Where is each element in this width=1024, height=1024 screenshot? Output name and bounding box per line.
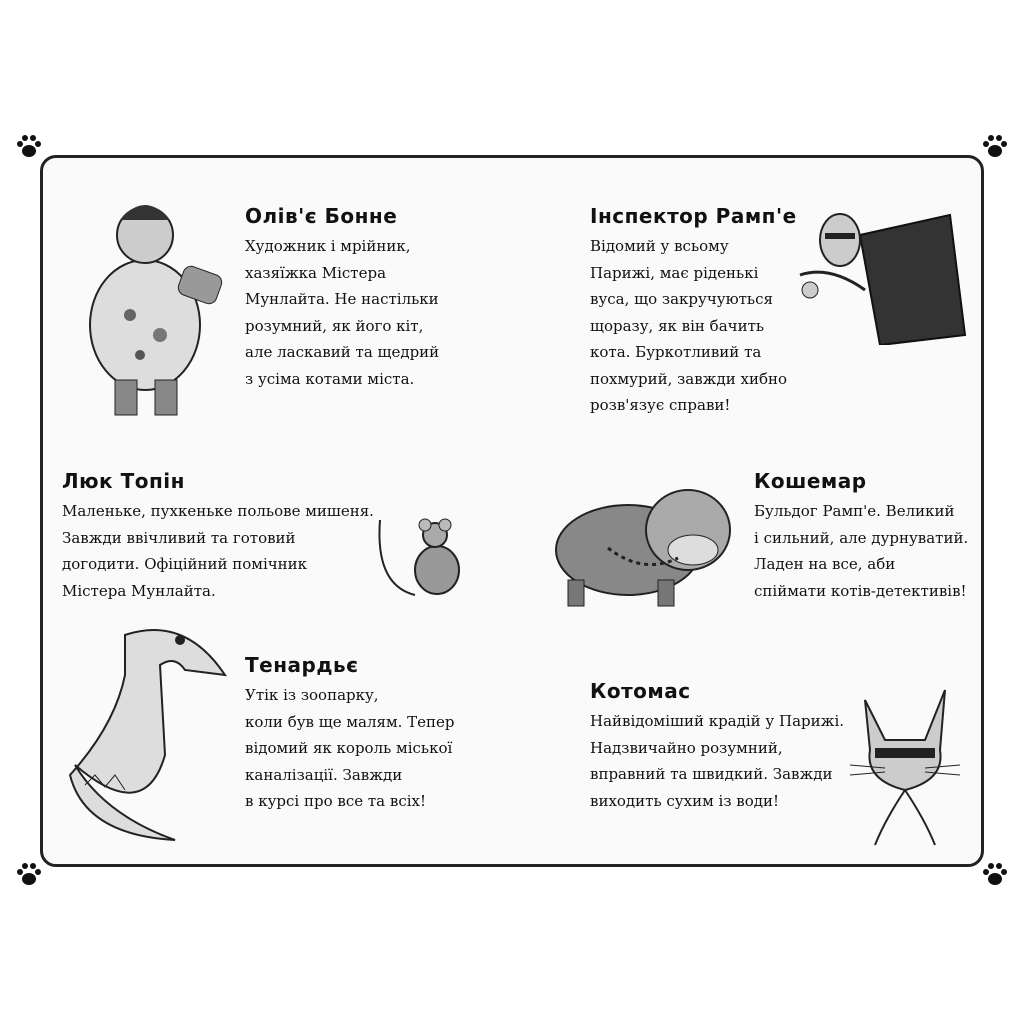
character-description-line: Парижі, має ріденькі xyxy=(590,263,759,282)
character-olivier xyxy=(245,203,439,392)
character-description-line: спіймати котів-детективів! xyxy=(754,581,967,600)
character-description-line: вуса, що закручуються xyxy=(590,290,773,308)
mouse-illustration xyxy=(375,515,485,600)
character-description-line: вправний та швидкий. Завжди xyxy=(590,765,833,783)
character-luc xyxy=(62,468,374,604)
character-kotomas xyxy=(590,678,844,814)
character-tenardie xyxy=(245,652,455,815)
character-description-line: в курсі про все та всіх! xyxy=(245,792,427,810)
character-description-line: Бульдог Рамп'е. Великий xyxy=(754,502,955,520)
character-description-line: щоразу, як він бачить xyxy=(590,316,765,335)
character-rampe xyxy=(590,203,797,419)
character-description-line: Відомий у всьому xyxy=(590,237,729,255)
crocodile-illustration xyxy=(65,615,230,845)
character-name: Інспектор Рамп'е xyxy=(590,204,797,228)
character-description-line: Мунлайта. Не настільки xyxy=(245,290,439,308)
character-description-line: розумний, як його кіт, xyxy=(245,316,424,335)
character-name: Олів'є Бонне xyxy=(245,204,398,228)
cat-illustration xyxy=(845,680,965,850)
character-description-line: хазяїжка Містера xyxy=(245,263,387,282)
character-description-line: Ладен на все, аби xyxy=(754,555,896,573)
paw-print-icon xyxy=(14,132,44,162)
character-description-line: Утік із зоопарку, xyxy=(245,686,379,704)
character-name: Кошемар xyxy=(754,469,867,493)
character-name: Котомас xyxy=(590,679,691,703)
character-koshemar xyxy=(754,468,968,604)
character-description-line: коли був ще малям. Тепер xyxy=(245,712,455,731)
paw-print-icon xyxy=(14,860,44,890)
paw-print-icon xyxy=(980,860,1010,890)
character-description-line: але ласкавий та щедрий xyxy=(245,343,440,361)
character-description-line: з усіма котами міста. xyxy=(245,369,415,388)
character-description-line: догодити. Офіційний помічник xyxy=(62,555,308,573)
character-description-line: Художник і мрійник, xyxy=(245,237,411,255)
character-description-line: і сильний, але дурнуватий. xyxy=(754,528,969,547)
character-name: Люк Топін xyxy=(62,469,185,493)
character-description-line: розв'язує справи! xyxy=(590,396,731,414)
character-description-line: каналізації. Завжди xyxy=(245,765,403,784)
character-name: Тенардьє xyxy=(245,653,359,677)
bulldog-illustration xyxy=(548,470,743,610)
character-description-line: Містера Мунлайта. xyxy=(62,581,216,600)
character-description-line: Завжди ввічливий та готовий xyxy=(62,528,296,547)
character-description-line: Надзвичайно розумний, xyxy=(590,738,783,757)
painter-illustration xyxy=(60,185,230,425)
character-description-line: відомий як король міської xyxy=(245,739,453,757)
character-description-line: похмурий, завжди хибно xyxy=(590,369,787,388)
character-description-line: Найвідоміший крадій у Парижі. xyxy=(590,712,845,730)
character-description-line: кота. Буркотливий та xyxy=(590,343,762,361)
character-description-line: Маленьке, пухкеньке польове мишеня. xyxy=(62,502,374,520)
character-description-line: виходить сухим із води! xyxy=(590,791,780,810)
inspector-illustration xyxy=(790,195,970,345)
paw-print-icon xyxy=(980,132,1010,162)
